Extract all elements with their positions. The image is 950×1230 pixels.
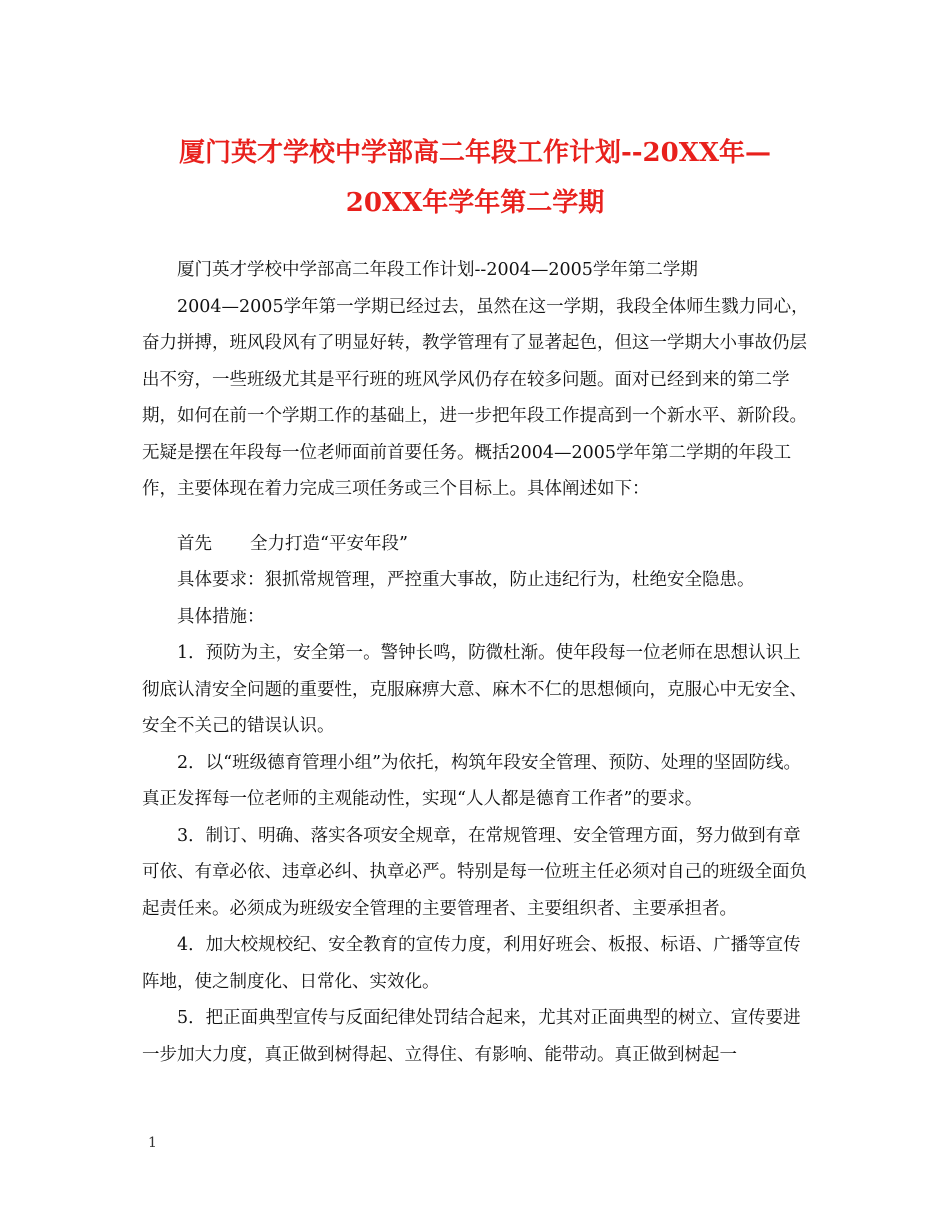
document-title xyxy=(130,128,820,228)
measure-item: 1．预防为主，安全第一。警钟长鸣，防微杜渐。使年段每一位老师在思想认识上彻底认清安全问题的重要性，克服麻痹大意、麻木不仁的思想倾向，克服心中无安全、安全不关己的错误认识。 xyxy=(142,643,807,736)
paragraph-subtitle: 厦门英才学校中学部高二年段工作计划--2004—2005学年第二学期 xyxy=(177,260,698,280)
paragraph-intro: 2004—2005学年第一学期已经过去，虽然在这一学期，我段全体师生戮力同心，奋力拼搏，班风段风有了明显好转，教学管理有了显著起色，但这一学期大小事故仍层出不穷，一些班级尤其是平行班的班风学风仍存在较多问题。面对已经到来的第二学期，如何在前一个学期工作的基础上，进一步把年段工作提高到一个新水平、新阶段。无疑是摆在年段每一位老师面前首要任务。概括2004—2005学年第二学期的年段工作，主要体现在着力完成三项任务或三个目标上。具体阐述如下： xyxy=(142,296,809,499)
requirements-paragraph: 具体要求：狠抓常规管理，严控重大事故，防止违纪行为，杜绝安全隐患。 xyxy=(177,570,755,590)
measures-label: 具体措施： xyxy=(177,606,265,627)
title-line-2: 20XX年学年第二学期 xyxy=(345,188,605,218)
measure-item: 5．把正面典型宣传与反面纪律处罚结合起来，尤其对正面典型的树立、宣传要进一步加大力度，真正做到树得起、立得住、有影响、能带动。真正做到树起一 xyxy=(142,1008,801,1065)
section-heading-label: 首先 xyxy=(177,533,212,554)
section-heading-text: 全力打造“平安年段” xyxy=(250,533,408,554)
measure-item: 3．制订、明确、落实各项安全规章，在常规管理、安全管理方面，努力做到有章可依、有章必依、违章必纠、执章必严。特别是每一位班主任必须对自己的班级全面负起责任来。必须成为班级安全管理的主要管理者、主要组织者、主要承担者。 xyxy=(142,825,807,919)
document-body xyxy=(142,252,812,1073)
measure-item: 2．以“班级德育管理小组”为依托，构筑年段安全管理、预防、处理的坚固防线。真正发挥每一位老师的主观能动性，实现“人人都是德育工作者”的要求。 xyxy=(142,752,802,809)
section-heading xyxy=(142,526,812,563)
measure-item: 4．加大校规校纪、安全教育的宣传力度，利用好班会、板报、标语、广播等宣传阵地，使之制度化、日常化、实效化。 xyxy=(142,935,801,992)
page-number: 1 xyxy=(148,1135,157,1151)
title-line-1: 厦门英才学校中学部高二年段工作计划--20XX年— xyxy=(178,138,772,168)
section-spacer xyxy=(142,508,812,526)
